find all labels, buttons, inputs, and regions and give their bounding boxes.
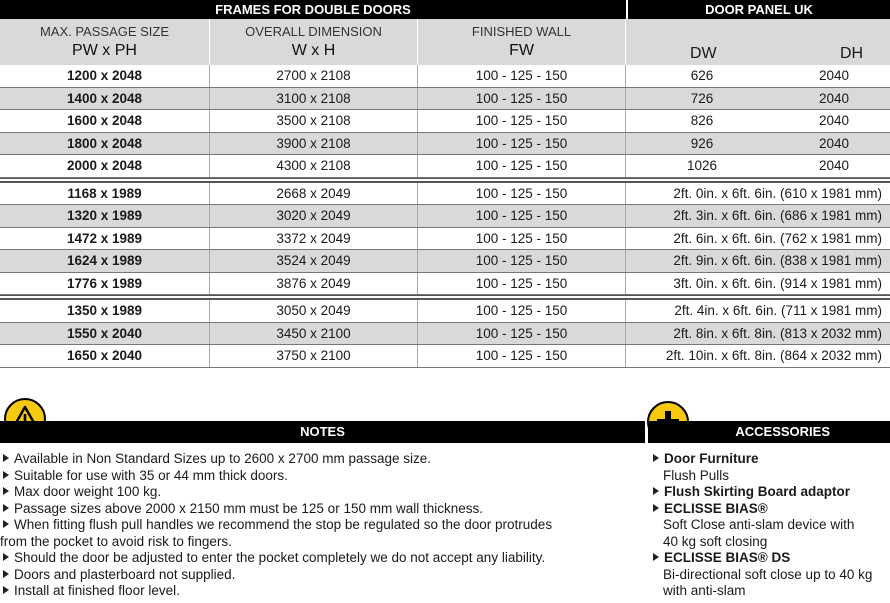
bullet-icon — [3, 504, 9, 512]
note-text: Suitable for use with 35 or 44 mm thick doors. — [14, 467, 288, 483]
passage-size-cell: 1624 x 1989 — [0, 250, 210, 272]
door-panel-cell: 2ft. 8in. x 6ft. 8in. (813 x 2032 mm) — [673, 325, 882, 341]
col-dh-header: DH — [840, 45, 864, 62]
finished-wall-cell: 100 - 125 - 150 — [418, 300, 626, 322]
accessory-desc: 40 kg soft closing — [663, 533, 768, 549]
passage-size-cell: 1350 x 1989 — [0, 300, 210, 322]
table-row — [0, 205, 890, 228]
table-row — [0, 65, 890, 88]
note-text: Doors and plasterboard not supplied. — [14, 566, 236, 582]
note-text: Install at finished floor level. — [14, 583, 180, 598]
overall-dimension-cell: 3100 x 2108 — [210, 88, 418, 110]
door-height-cell: 2040 — [818, 158, 850, 173]
finished-wall-cell: 100 - 125 - 150 — [418, 250, 626, 272]
note-item — [0, 567, 640, 584]
bullet-icon — [3, 570, 9, 578]
passage-size-cell: 1600 x 2048 — [0, 110, 210, 132]
note-item — [0, 451, 640, 468]
col-wall-header: FINISHED WALL FW — [418, 19, 626, 65]
accessories-title: ACCESSORIES — [648, 421, 890, 443]
note-item — [0, 468, 640, 485]
door-width-cell: 626 — [690, 68, 714, 83]
column-headers — [0, 19, 890, 65]
overall-dimension-cell: 3372 x 2049 — [210, 228, 418, 250]
note-item — [0, 501, 640, 518]
door-height-cell: 2040 — [818, 135, 850, 151]
accessory-name: Flush Skirting Board adaptor — [664, 484, 851, 499]
note-item — [0, 534, 640, 551]
table-row — [0, 88, 890, 111]
accessory-desc: Flush Pulls — [663, 467, 730, 483]
accessory-name: ECLISSE BIAS® DS — [664, 550, 791, 565]
passage-size-cell: 1550 x 2040 — [0, 323, 210, 345]
bullet-icon — [3, 586, 9, 594]
door-height-cell: 2040 — [818, 68, 850, 83]
accessory-desc: with anti-slam — [663, 583, 746, 598]
col-dw-header: DW — [690, 45, 717, 62]
bullet-icon — [653, 504, 659, 512]
accessories-list — [650, 451, 890, 600]
table-row — [0, 300, 890, 323]
door-panel-cell: 2ft. 0in. x 6ft. 6in. (610 x 1981 mm) — [673, 185, 882, 201]
finished-wall-cell: 100 - 125 - 150 — [418, 323, 626, 345]
finished-wall-cell: 100 - 125 - 150 — [418, 183, 626, 205]
table-row — [0, 323, 890, 346]
passage-size-cell: 1800 x 2048 — [0, 133, 210, 155]
notes-list — [0, 451, 640, 600]
finished-wall-cell: 100 - 125 - 150 — [418, 205, 626, 227]
door-panel-cell: 2ft. 4in. x 6ft. 6in. (711 x 1981 mm) — [674, 303, 882, 318]
finished-wall-cell: 100 - 125 - 150 — [418, 273, 626, 295]
accessory-name: Door Furniture — [664, 451, 759, 466]
table-row — [0, 345, 890, 368]
table-top-header — [0, 0, 890, 19]
frames-title: FRAMES FOR DOUBLE DOORS — [0, 0, 626, 19]
passage-size-cell: 1200 x 2048 — [0, 65, 210, 87]
passage-size-cell: 1776 x 1989 — [0, 273, 210, 295]
door-width-cell: 926 — [690, 135, 714, 151]
passage-size-cell: 2000 x 2048 — [0, 155, 210, 177]
accessory-title — [650, 501, 890, 518]
overall-dimension-cell: 3050 x 2049 — [210, 300, 418, 322]
passage-size-cell: 1472 x 1989 — [0, 228, 210, 250]
table-row — [0, 110, 890, 133]
table-row — [0, 133, 890, 156]
finished-wall-cell: 100 - 125 - 150 — [418, 65, 626, 87]
overall-dimension-cell: 4300 x 2108 — [210, 155, 418, 177]
passage-size-cell: 1320 x 1989 — [0, 205, 210, 227]
finished-wall-cell: 100 - 125 - 150 — [418, 345, 626, 367]
door-height-cell: 2040 — [818, 90, 850, 106]
dimension-table — [0, 65, 890, 368]
door-width-cell: 726 — [690, 90, 714, 106]
note-item — [0, 484, 640, 501]
col-passage-header: MAX. PASSAGE SIZE PW x PH — [0, 19, 210, 65]
finished-wall-cell: 100 - 125 - 150 — [418, 155, 626, 177]
accessory-title — [650, 484, 890, 501]
accessory-desc: Bi-directional soft close up to 40 kg — [663, 566, 873, 582]
overall-dimension-cell: 3500 x 2108 — [210, 110, 418, 132]
table-row — [0, 183, 890, 206]
table-row — [0, 228, 890, 251]
finished-wall-cell: 100 - 125 - 150 — [418, 110, 626, 132]
bullet-icon — [653, 553, 659, 561]
passage-size-cell: 1168 x 1989 — [0, 183, 210, 205]
table-row — [0, 273, 890, 296]
table-row — [0, 155, 890, 178]
finished-wall-cell: 100 - 125 - 150 — [418, 228, 626, 250]
table-row — [0, 250, 890, 273]
accessory-desc: Soft Close anti-slam device with — [663, 517, 855, 532]
passage-size-cell: 1400 x 2048 — [0, 88, 210, 110]
note-item — [0, 550, 640, 567]
door-panel-cell: 2ft. 6in. x 6ft. 6in. (762 x 1981 mm) — [673, 230, 882, 246]
bullet-icon — [3, 454, 9, 462]
notes-title: NOTES — [0, 421, 645, 443]
bullet-icon — [3, 520, 9, 528]
finished-wall-cell: 100 - 125 - 150 — [418, 88, 626, 110]
overall-dimension-cell: 3750 x 2100 — [210, 345, 418, 367]
door-height-cell: 2040 — [818, 113, 850, 128]
bullet-icon — [3, 553, 9, 561]
overall-dimension-cell: 2668 x 2049 — [210, 183, 418, 205]
bullet-icon — [3, 471, 9, 479]
note-text: Max door weight 100 kg. — [14, 484, 162, 499]
finished-wall-cell: 100 - 125 - 150 — [418, 133, 626, 155]
overall-dimension-cell: 3450 x 2100 — [210, 323, 418, 345]
door-panel-cell: 2ft. 3in. x 6ft. 6in. (686 x 1981 mm) — [673, 208, 882, 223]
door-width-cell: 1026 — [686, 158, 718, 173]
accessory-title — [650, 550, 890, 567]
overall-dimension-cell: 3900 x 2108 — [210, 133, 418, 155]
note-text: Should the door be adjusted to enter the pocket completely we do not accept any liability. — [14, 550, 546, 565]
overall-dimension-cell: 3524 x 2049 — [210, 250, 418, 272]
overall-dimension-cell: 3020 x 2049 — [210, 205, 418, 227]
note-text: When fitting flush pull handles we recommend the stop be regulated so the door protrudes — [14, 517, 553, 532]
accessory-name: ECLISSE BIAS® — [664, 500, 768, 516]
bullet-icon — [3, 487, 9, 495]
door-panel-cell: 2ft. 10in. x 6ft. 8in. (864 x 2032 mm) — [665, 348, 882, 363]
note-item — [0, 583, 640, 600]
overall-dimension-cell: 2700 x 2108 — [210, 65, 418, 87]
note-item — [0, 517, 640, 534]
accessory-title — [650, 451, 890, 468]
note-text: Passage sizes above 2000 x 2150 mm must be 125 or 150 mm wall thickness. — [14, 500, 483, 516]
door-panel-title: DOOR PANEL UK — [628, 0, 890, 19]
door-width-cell: 826 — [690, 113, 714, 128]
passage-size-cell: 1650 x 2040 — [0, 345, 210, 367]
note-text: Available in Non Standard Sizes up to 2600 x 2700 mm passage size. — [14, 451, 432, 466]
bullet-icon — [653, 487, 659, 495]
note-text: from the pocket to avoid risk to fingers. — [0, 533, 232, 549]
bullet-icon — [653, 454, 659, 462]
col-overall-header: OVERALL DIMENSION W x H — [210, 19, 418, 65]
overall-dimension-cell: 3876 x 2049 — [210, 273, 418, 295]
door-panel-cell: 2ft. 9in. x 6ft. 6in. (838 x 1981 mm) — [673, 253, 882, 268]
door-panel-cell: 3ft. 0in. x 6ft. 6in. (914 x 1981 mm) — [673, 275, 882, 291]
